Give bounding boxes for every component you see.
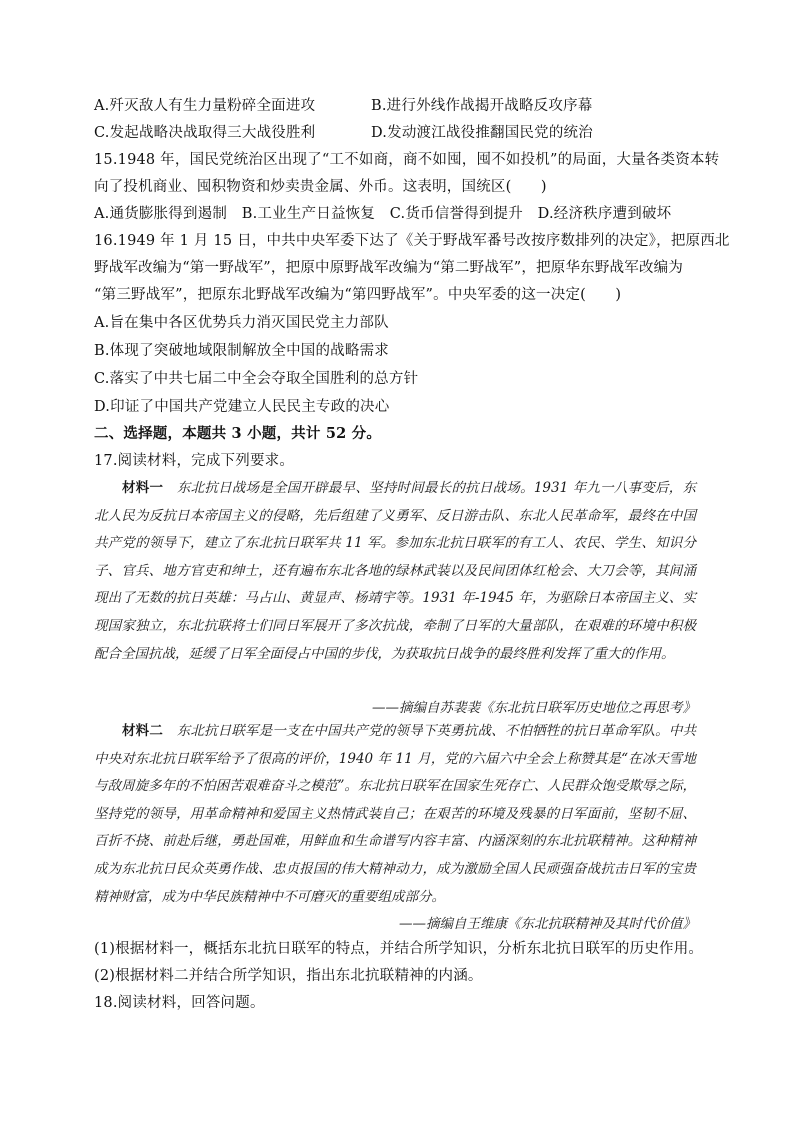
material-one-label: 材料一: [122, 480, 164, 496]
material-one-text: 东北抗日战场是全国开辟最早、坚持时间最长的抗日战场。1931 年九一八事变后，东北人民为反抗日本帝国主义的侵略，先后组建了义勇军、反日游击队、东北人民革命军，最终在中国共产党的领导下，建立了东北抗日联军共 11 军。参加东北抗日联军的有工人、农民、学生、知识分子、官兵、地方官吏和绅士，还有遍布东北各地的绿林武装以及民间团体红枪会、大刀会等，其间涌现出了无数的抗日英雄：马占山、黄显声、杨靖宇等。1931 年-1945 年，为驱除日本帝国主义、实现国家独立，东北抗联将士们同日军展开了多次抗战，牵制了日军的大量部队，在艰难的环境中积极配合全国抗战，延缓了日军全面侵占中国的步伐，为获取抗日战争的最终胜利发挥了重大的作用。: [94, 480, 697, 662]
q16-stem-line1: 16.1949 年 1 月 15 日，中共中央军委下达了《关于野战军番号改按序数排列的决定》，把原西北: [94, 233, 730, 249]
q15-stem-line2: 向了投机商业、囤积物资和炒卖贵金属、外币。这表明，国统区( ): [94, 179, 547, 195]
q14-option-d: D.发动渡江战役推翻国民党的统治: [371, 125, 593, 141]
q16-option-d: D.印证了中国共产党建立人民民主专政的决心: [94, 399, 390, 415]
q17-intro: 17.阅读材料，完成下列要求。: [94, 453, 295, 469]
q14-option-b: B.进行外线作战揭开战略反攻序幕: [371, 98, 593, 114]
q16-option-a: A.旨在集中各区优势兵力消灭国民党主力部队: [94, 315, 389, 331]
q17-material-two: [94, 718, 696, 911]
q17-requirement-2: (2)根据材料二并结合所学知识，指出东北抗联精神的内涵。: [94, 968, 483, 984]
q16-option-b: B.体现了突破地域限制解放全中国的战略需求: [94, 343, 389, 359]
q18-intro: 18.阅读材料，回答问题。: [94, 995, 265, 1011]
q17-material-one: [94, 475, 696, 668]
q14-option-c: C.发起战略决战取得三大战役胜利: [94, 125, 316, 141]
q15-options: A.通货膨胀得到遏制 B.工业生产日益恢复 C.货币信誉得到提升 D.经济秩序遭到破坏: [94, 206, 672, 222]
q14-option-a: A.歼灭敌人有生力量粉碎全面进攻: [94, 98, 316, 114]
material-two-source: ——摘编自王维康《东北抗联精神及其时代价值》: [399, 916, 696, 932]
material-two-label: 材料二: [122, 723, 164, 739]
q17-requirement-1: (1)根据材料一，概括东北抗日联军的特点，并结合所学知识，分析东北抗日联军的历史作用。: [94, 941, 704, 957]
q15-stem-line1: 15.1948 年，国民党统治区出现了“工不如商，商不如囤，囤不如投机”的局面，大量各类资本转: [94, 152, 720, 168]
q16-option-c: C.落实了中共七届二中全会夺取全国胜利的总方针: [94, 371, 419, 387]
material-two-text: 东北抗日联军是一支在中国共产党的领导下英勇抗战、不怕牺牲的抗日革命军队。中共中央对东北抗日联军给予了很高的评价，1940 年 11 月，党的六届六中全会上称赞其是“在冰天雪地与敌周旋多年的不怕困苦艰难奋斗之模范”。东北抗日联军在国家生死存亡、人民群众饱受欺辱之际，坚持党的领导，用革命精神和爱国主义热情武装自己；在艰苦的环境及残暴的日军面前，坚韧不屈、百折不挠、前赴后继，勇赴国难，用鲜血和生命谱写内容丰富、内涵深刻的东北抗联精神。这种精神成为东北抗日民众英勇作战、忠贞报国的伟大精神动力，成为激励全国人民顽强奋战抗击日军的宝贵精神财富，成为中华民族精神中不可磨灭的重要组成部分。: [94, 723, 697, 905]
q16-stem-line3: “第三野战军”，把原东北野战军改编为“第四野战军”。中央军委的这一决定( ): [94, 287, 622, 303]
section-two-heading: 二、选择题，本题共 3 小题，共计 52 分。: [94, 425, 382, 442]
q16-stem-line2: 野战军改编为“第一野战军”，把原中原野战军改编为“第二野战军”，把原华东野战军改编为: [94, 260, 684, 276]
material-one-source: ——摘编自苏裴裴《东北抗日联军历史地位之再思考》: [372, 700, 696, 716]
